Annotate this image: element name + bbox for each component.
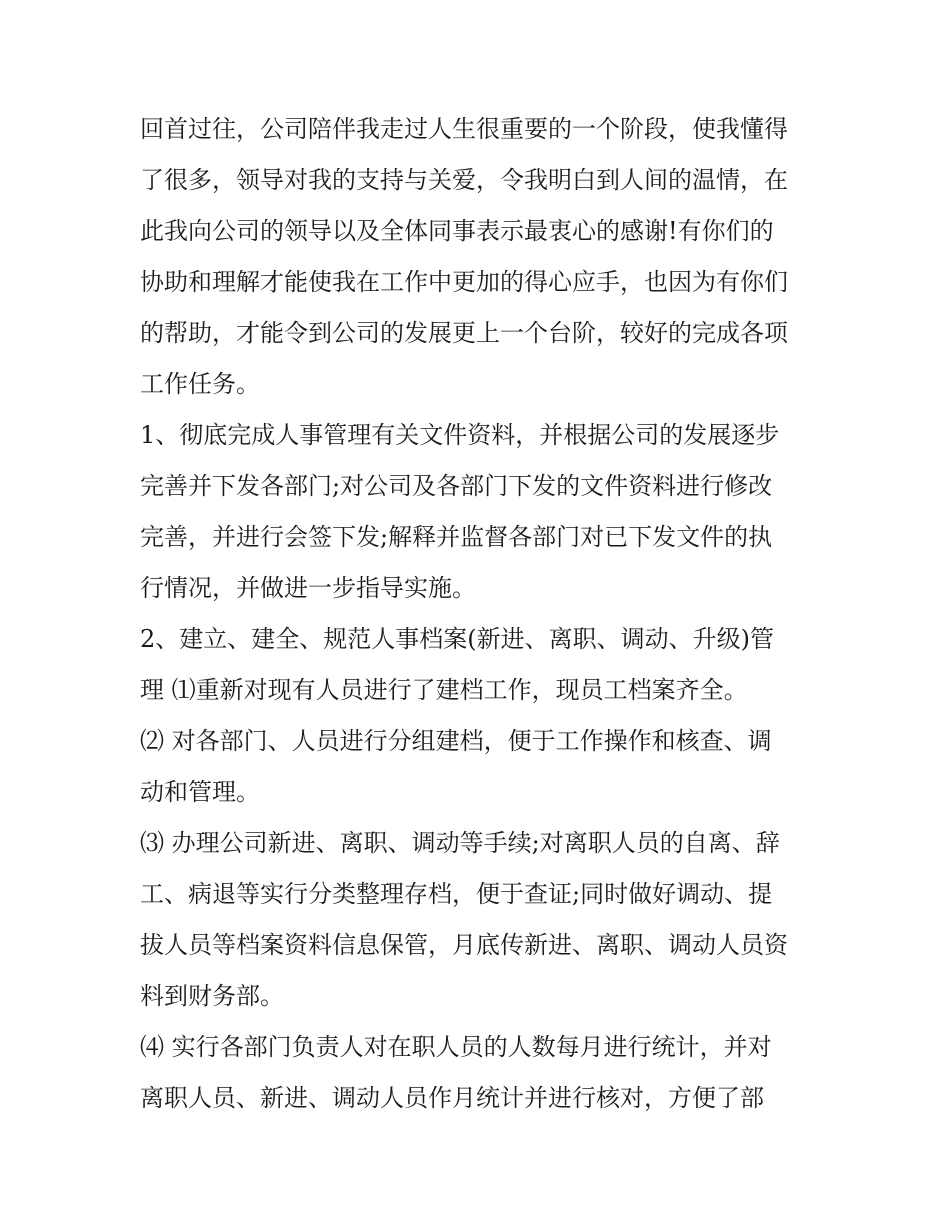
text-line: 协助和理解才能使我在工作中更加的得心应手，也因为有你们 [140, 268, 788, 296]
text-line: 行情况，并做进一步指导实施。 [140, 574, 476, 602]
text-line: 离职人员、新进、调动人员作月统计并进行核对，方便了部 [140, 1084, 764, 1112]
text-line: 完善，并进行会签下发;解释并监督各部门对已下发文件的执 [140, 523, 773, 551]
text-line: 工作任务。 [140, 370, 260, 398]
text-line: 拔人员等档案资料信息保管，月底传新进、离职、调动人员资 [140, 931, 788, 959]
text-line: 了很多，领导对我的支持与关爱，令我明白到人间的温情，在 [140, 166, 788, 194]
text-line: 此我向公司的领导以及全体同事表示最衷心的感谢!有你们的 [140, 217, 774, 245]
text-line: ⑵ 对各部门、人员进行分组建档，便于工作操作和核查、调 [140, 727, 772, 755]
text-line: 理 ⑴重新对现有人员进行了建档工作，现员工档案齐全。 [140, 676, 748, 704]
text-line: ⑶ 办理公司新进、离职、调动等手续;对离职人员的自离、辞 [140, 829, 780, 857]
text-line: 1、彻底完成人事管理有关文件资料，并根据公司的发展逐步 [140, 421, 780, 449]
document-body [140, 104, 820, 1124]
text-line: 料到财务部。 [140, 982, 284, 1010]
text-line: 2、建立、建全、规范人事档案(新进、离职、调动、升级)管 [140, 625, 774, 653]
text-line: ⑷ 实行各部门负责人对在职人员的人数每月进行统计，并对 [140, 1033, 772, 1061]
text-line: 完善并下发各部门;对公司及各部门下发的文件资料进行修改 [140, 472, 773, 500]
text-line: 回首过往，公司陪伴我走过人生很重要的一个阶段，使我懂得 [140, 115, 788, 143]
text-line: 工、病退等实行分类整理存档，便于查证;同时做好调动、提 [140, 880, 773, 908]
text-line: 的帮助，才能令到公司的发展更上一个台阶，较好的完成各项 [140, 319, 788, 347]
text-line: 动和管理。 [140, 778, 260, 806]
